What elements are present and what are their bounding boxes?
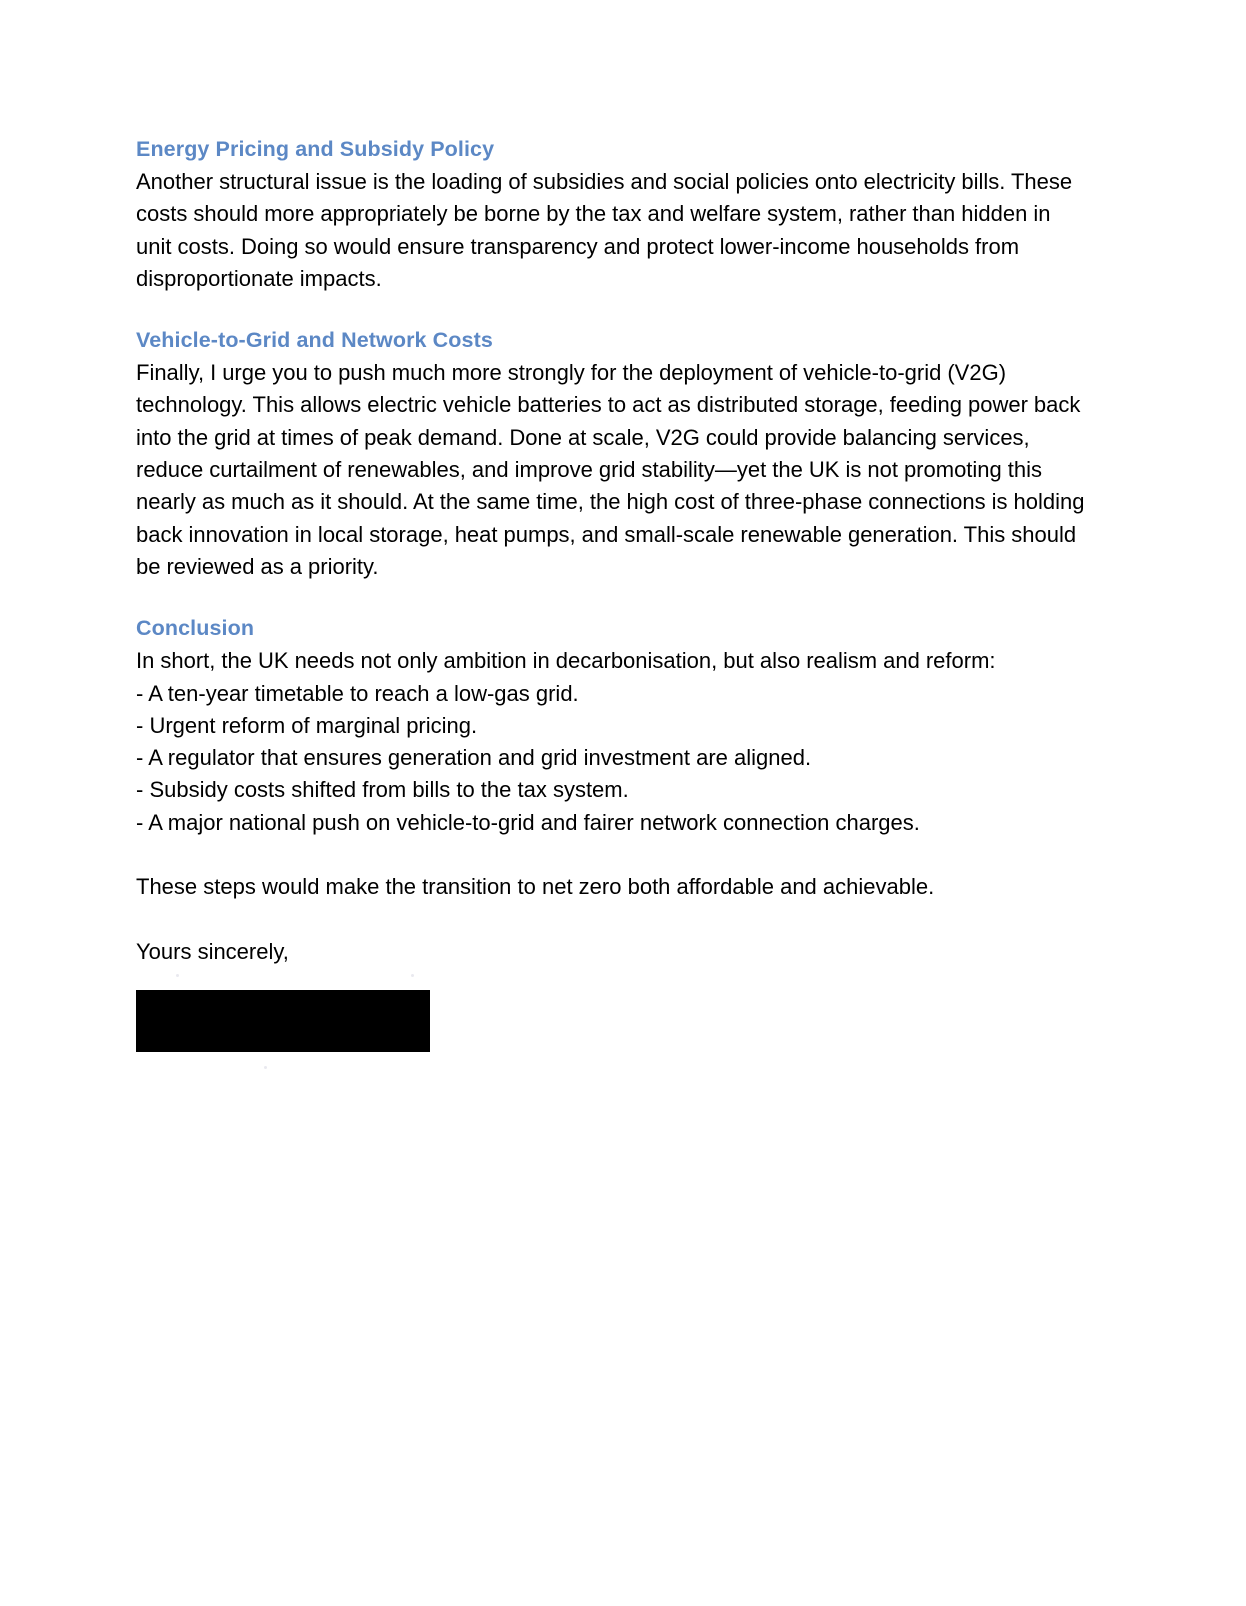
signature-area: [136, 990, 1090, 1052]
scan-artifact-icon: [264, 1066, 267, 1069]
sign-off-text: Yours sincerely,: [136, 938, 289, 964]
list-item: - Urgent reform of marginal pricing.: [136, 712, 478, 738]
scan-artifact-icon: [176, 974, 179, 977]
section-heading-conclusion: Conclusion: [136, 616, 255, 641]
list-item: - A major national push on vehicle-to-grid and fairer network connection charges.: [136, 809, 920, 835]
scan-artifact-icon: [411, 974, 414, 977]
list-item: - Subsidy costs shifted from bills to the tax system.: [136, 777, 629, 803]
conclusion-intro-paragraph: In short, the UK needs not only ambition in decarbonisation, but also realism and reform:: [136, 648, 996, 674]
section-vehicle-to-grid: [136, 325, 1090, 583]
paragraph-spacer: [136, 839, 1090, 871]
section-heading-vehicle-to-grid: Vehicle-to-Grid and Network Costs: [136, 328, 493, 353]
letter-body: [136, 134, 1090, 1052]
signature-redaction-box: [136, 990, 430, 1052]
section-heading-energy-pricing: Energy Pricing and Subsidy Policy: [136, 137, 495, 161]
section-paragraph-vehicle-to-grid: Finally, I urge you to push much more strongly for the deployment of vehicle-to-grid (V2G) technology. This allows electric vehicle batteries to act as distributed storage, feeding power back into the grid at times of peak demand. Done at scale, V2G could provide balancing services, reduce curtailment of renewables, and improve grid stability—yet the UK is not promoting this nearly as much as it should. At the same time, the high cost of three-phase connections is holding back innovation in local storage, heat pumps, and small-scale renewable generation. This should be reviewed as a priority.: [136, 360, 1085, 579]
closing-statement: These steps would make the transition to net zero both affordable and achievable.: [136, 874, 935, 900]
list-item: - A regulator that ensures generation and grid investment are aligned.: [136, 745, 812, 771]
list-item: - A ten-year timetable to reach a low-gas grid.: [136, 680, 579, 706]
section-conclusion: [136, 613, 1090, 1052]
sign-off-spacer: [136, 904, 1090, 936]
conclusion-bullet-list: [136, 678, 1090, 839]
section-energy-pricing: [136, 134, 1090, 295]
section-paragraph-energy-pricing: Another structural issue is the loading of subsidies and social policies onto electricity bills. These costs should more appropriately be borne by the tax and welfare system, rather than hidden in unit costs. Doing so would ensure transparency and protect lower-income households from disproportionate impacts.: [136, 169, 1073, 291]
